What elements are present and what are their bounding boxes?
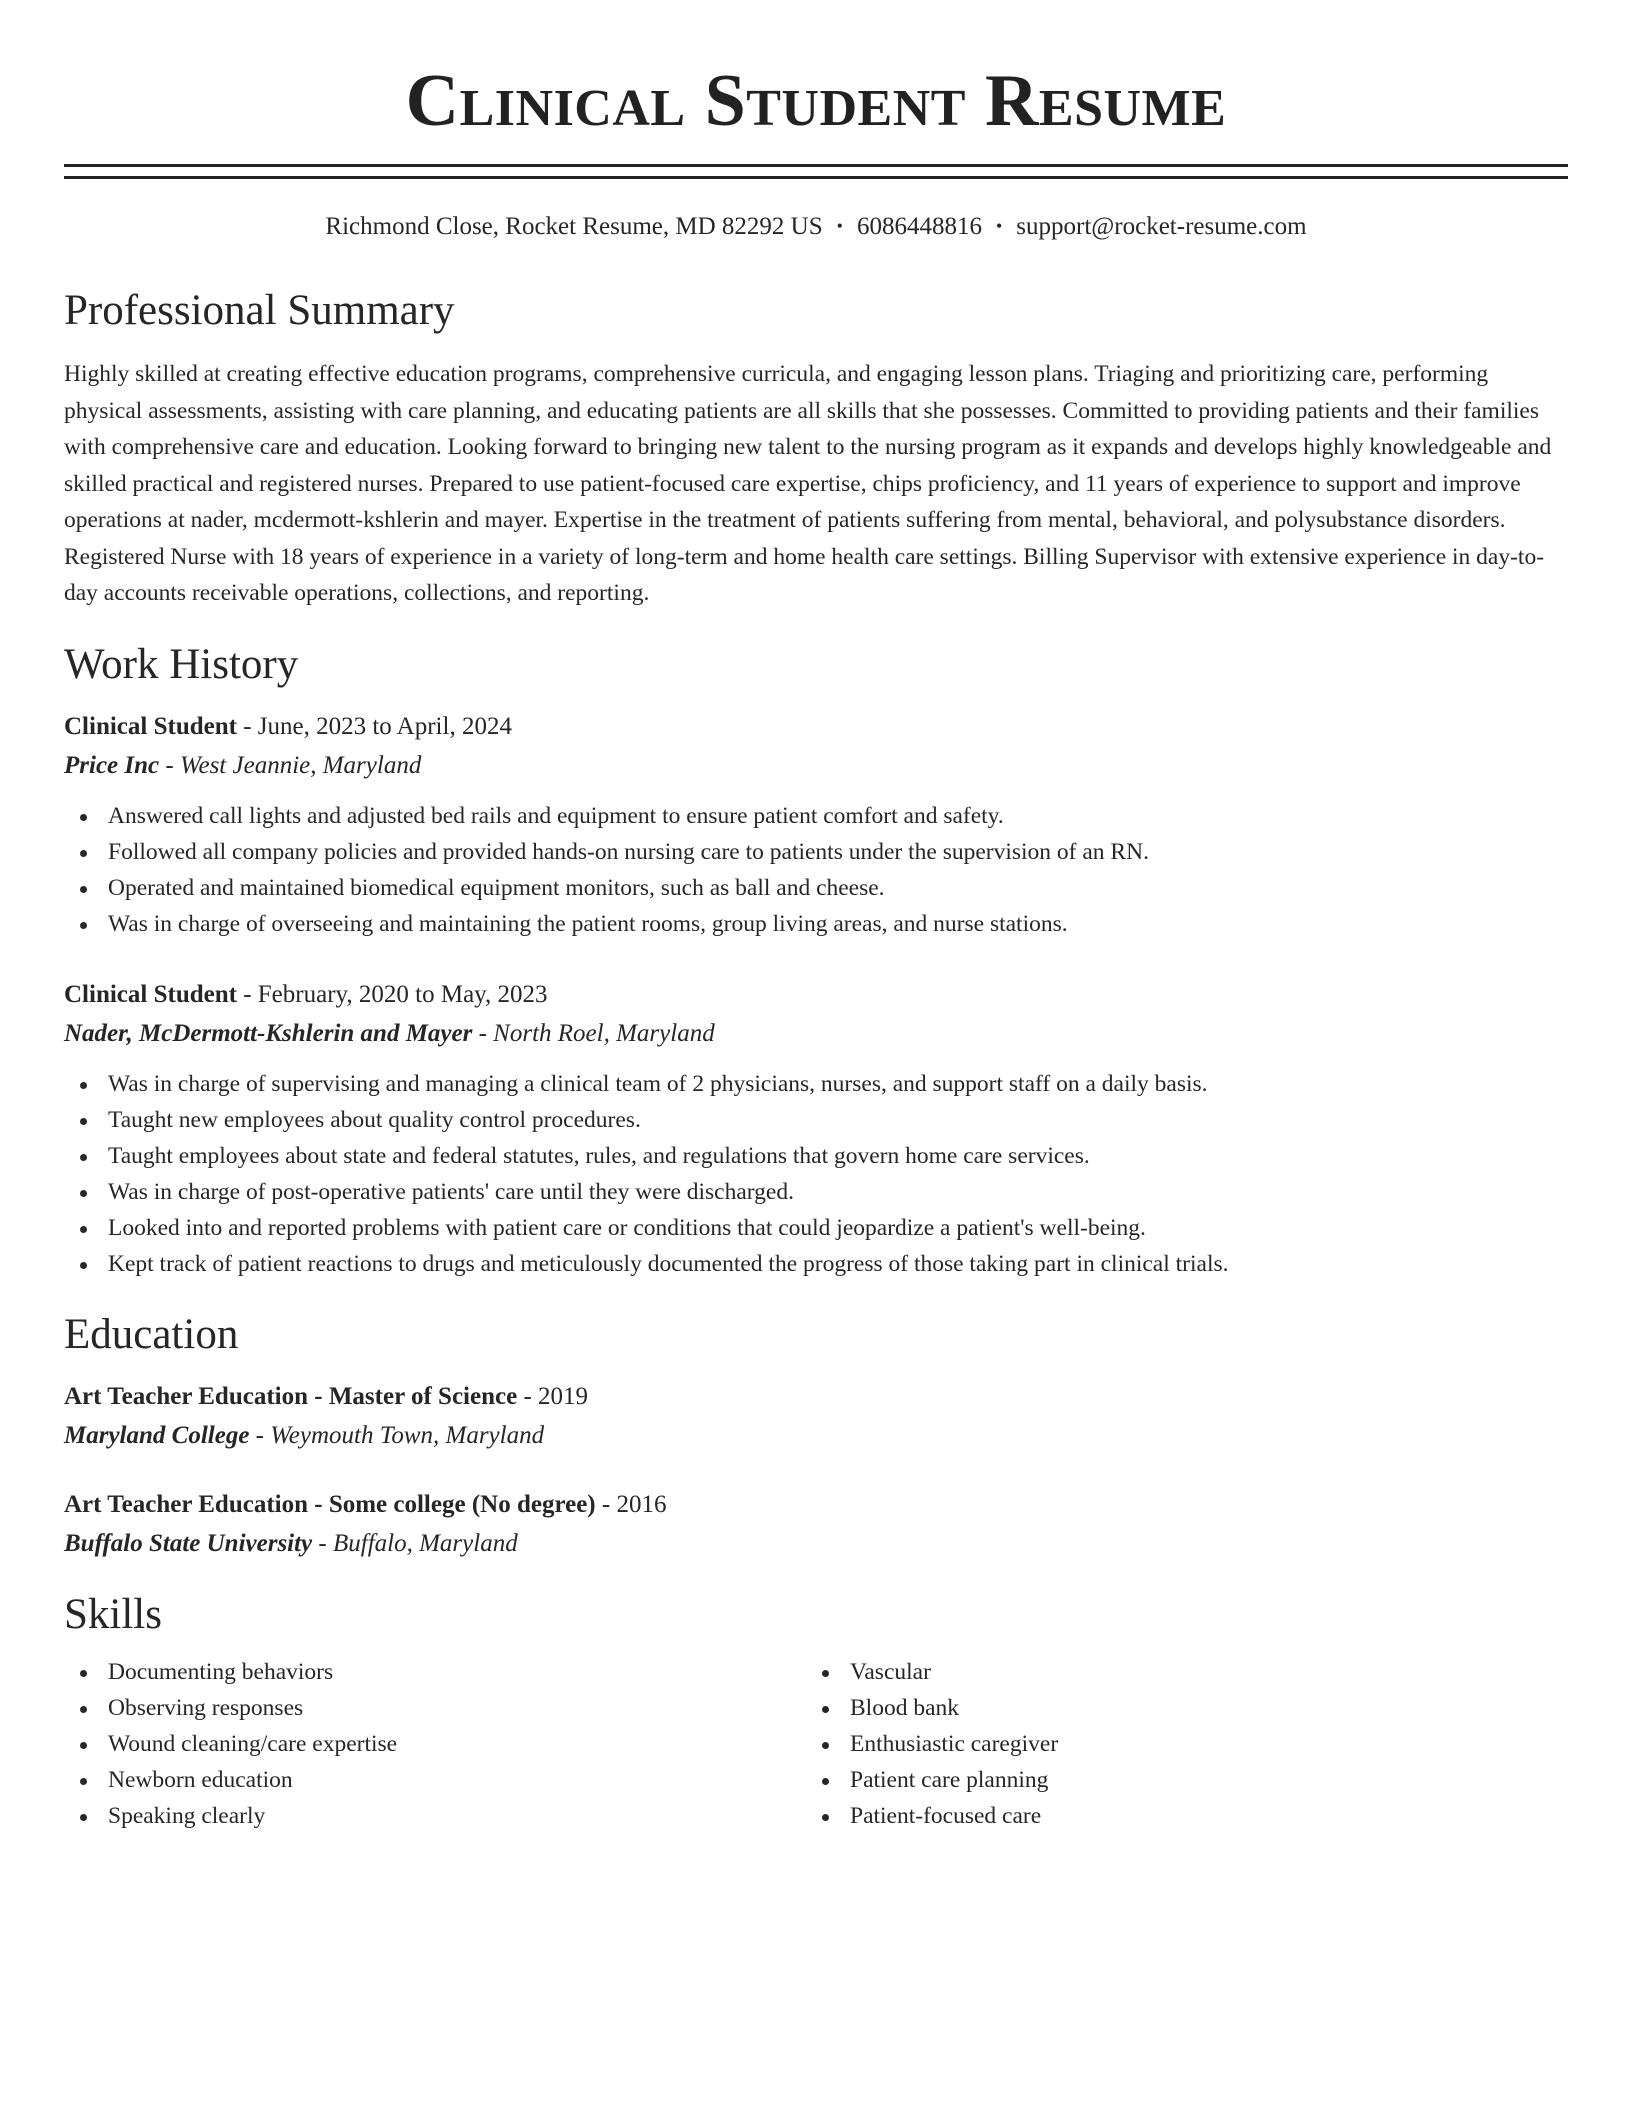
job-duty-item: Was in charge of overseeing and maintaining the patient rooms, group living areas, and nurse stations.: [64, 906, 1568, 942]
skills-heading: Skills: [64, 1590, 162, 1638]
education-degree: Art Teacher Education - Some college (No degree): [64, 1490, 596, 1518]
job-duty-item: Was in charge of supervising and managing a clinical team of 2 physicians, nurses, and support staff on a daily basis.: [64, 1066, 1568, 1102]
job-dates: - February, 2020 to May, 2023: [236, 980, 548, 1008]
education-school: Maryland College: [64, 1421, 250, 1449]
skill-item: Speaking clearly: [64, 1798, 806, 1834]
summary-heading: Professional Summary: [64, 287, 455, 334]
education-institution: [64, 1524, 1568, 1564]
skill-item: Wound cleaning/care expertise: [64, 1726, 806, 1762]
job-title: Clinical Student: [64, 712, 237, 740]
skill-item: Blood bank: [806, 1690, 1548, 1726]
education-degree: Art Teacher Education - Master of Science: [64, 1382, 518, 1410]
education-location: - Buffalo, Maryland: [312, 1529, 518, 1557]
job-duty-item: Looked into and reported problems with patient care or conditions that could jeopardize a patient's well-being.: [64, 1210, 1568, 1246]
contact-line: [64, 209, 1568, 244]
job-entry: [64, 976, 1568, 1282]
education-entry: [64, 1486, 1568, 1564]
resume-title: Clinical Student Resume: [405, 60, 1227, 142]
contact-email: support@rocket-resume.com: [1016, 213, 1307, 240]
contact-address: Richmond Close, Rocket Resume, MD 82292 US: [325, 213, 823, 240]
job-company: Nader, McDermott-Kshlerin and Mayer: [64, 1019, 473, 1047]
job-duty-item: Was in charge of post-operative patients' care until they were discharged.: [64, 1174, 1568, 1210]
education-location: - Weymouth Town, Maryland: [249, 1421, 545, 1449]
skills-list-left: [64, 1654, 806, 1834]
education-header: [64, 1378, 1568, 1416]
summary-text: Highly skilled at creating effective education programs, comprehensive curricula, and engaging lesson plans. Triaging and prioritizing care, performing physical assessments, assisting with care planning, and educating patients are all skills that she possesses. Committed to providing patients and their families with comprehensive care and education. Looking forward to bringing new talent to the nursing program as it expands and develops highly knowledgeable and skilled practical and registered nurses. Prepared to use patient-focused care expertise, chips proficiency, and 11 years of experience to support and improve operations at nader, mcdermott-kshlerin and mayer. Expertise in the treatment of patients suffering from mental, behavioral, and polysubstance disorders. Registered Nurse with 18 years of experience in a variety of long-term and home health care settings. Billing Supervisor with extensive experience in day-to-day accounts receivable operations, collections, and reporting.: [64, 361, 1552, 606]
education-school: Buffalo State University: [64, 1529, 313, 1557]
education-heading: Education: [64, 1310, 239, 1358]
job-duty-item: Followed all company policies and provided hands-on nursing care to patients under the supervision of an RN.: [64, 834, 1568, 870]
job-location: - North Roel, Maryland: [472, 1019, 715, 1047]
job-company: Price Inc: [64, 751, 160, 779]
job-duty-item: Answered call lights and adjusted bed rails and equipment to ensure patient comfort and safety.: [64, 798, 1568, 834]
job-duty-item: Taught employees about state and federal statutes, rules, and regulations that govern home care services.: [64, 1138, 1568, 1174]
job-header: [64, 976, 1568, 1014]
job-location: - West Jeannie, Maryland: [159, 751, 422, 779]
contact-separator: •: [836, 216, 843, 236]
skill-item: Enthusiastic caregiver: [806, 1726, 1548, 1762]
skills-list-right: [806, 1654, 1548, 1834]
education-year: - 2016: [595, 1490, 667, 1518]
job-title: Clinical Student: [64, 980, 237, 1008]
skill-item: Patient care planning: [806, 1762, 1548, 1798]
contact-separator: •: [995, 216, 1003, 236]
skills-columns: [64, 1654, 1568, 1834]
skill-item: Newborn education: [64, 1762, 806, 1798]
education-year: - 2019: [517, 1382, 589, 1410]
job-header: [64, 708, 1568, 746]
job-duty-item: Kept track of patient reactions to drugs and meticulously documented the progress of those taking part in clinical trials.: [64, 1246, 1568, 1282]
job-employer: [64, 746, 1568, 786]
education-entry: [64, 1378, 1568, 1456]
job-dates: - June, 2023 to April, 2024: [236, 712, 512, 740]
skill-item: Vascular: [806, 1654, 1548, 1690]
education-header: [64, 1486, 1568, 1524]
skill-item: Patient-focused care: [806, 1798, 1548, 1834]
job-employer: [64, 1014, 1568, 1054]
job-duties-list: [64, 798, 1568, 942]
skill-item: Observing responses: [64, 1690, 806, 1726]
work-history-heading: Work History: [64, 640, 299, 688]
job-duty-item: Taught new employees about quality control procedures.: [64, 1102, 1568, 1138]
contact-phone: 6086448816: [856, 213, 982, 240]
job-duties-list: [64, 1066, 1568, 1282]
skill-item: Documenting behaviors: [64, 1654, 806, 1690]
job-duty-item: Operated and maintained biomedical equipment monitors, such as ball and cheese.: [64, 870, 1568, 906]
title-divider: [64, 164, 1568, 179]
job-entry: [64, 708, 1568, 942]
education-institution: [64, 1416, 1568, 1456]
